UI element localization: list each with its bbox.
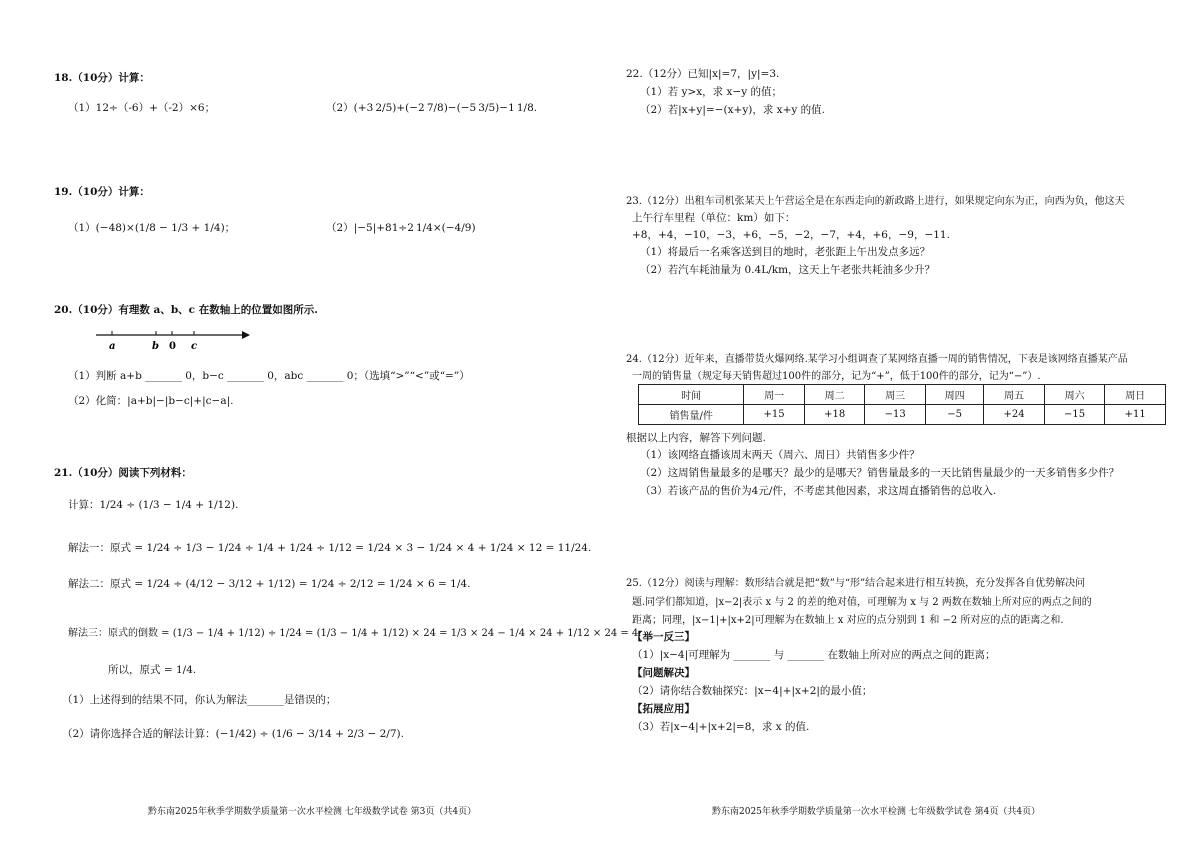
table-row [639,405,1166,425]
q25-title: 25.（12分）阅读与理解：数形结合就是把“数”与“形”结合起来进行相互转换，充分发挥各自优势解决问 [626,578,1086,589]
table-cell: 周四 [925,385,983,405]
q21-so: 所以，原式 = 1/4. [108,664,197,676]
q19-part2: （2）|−5|+81÷2 1/4×(−4/9) [326,222,476,234]
q23-title-cont: 上午行车里程（单位：km）如下： [632,212,796,224]
table-cell: +11 [1105,405,1166,425]
q25-heading2: 【问题解决】 [632,667,695,679]
q25-line3: 距离；同理，|x−1|+|x+2|可理解为在数轴上 x 对应的点分别到 1 和 −2 所对应的点的距离之和. [632,615,1064,626]
q25-heading1: 【举一反三】 [632,631,695,643]
number-line-arrow [242,331,250,339]
q23-part1: （1）将最后一名乘客送到目的地时，老张距上午出发点多远？ [640,246,931,258]
q24-intro: 根据以上内容，解答下列问题. [626,432,766,444]
table-cell: +15 [744,405,805,425]
q25-line2: 题.同学们都知道，|x−2|表示 x 与 2 的差的绝对值，可理解为 x 与 2 两数在数轴上所对应的两点之间的 [632,597,1092,608]
table-cell: 时间 [639,385,744,405]
q22-part2: （2）若|x+y|=−(x+y)，求 x+y 的值. [640,104,826,116]
q21-title: 21.（10分）阅读下列材料： [54,467,192,479]
table-cell: −5 [925,405,983,425]
q21-part2: （2）请你选择合适的解法计算：(−1/42) ÷ (1/6 − 3/14 + 2/3 − 2/7). [62,728,404,740]
table-cell: +24 [984,405,1045,425]
q21-method3: 解法三：原式的倒数 = (1/3 − 1/4 + 1/12) ÷ 1/24 = (1/3 − 1/4 + 1/12) × 24 = 1/3 × 24 − 1/4 × 24 + 1/12 × 24 = 4. [68,628,642,639]
q24-title: 24.（12分）近年来，直播带货火爆网络.某学习小组调查了某网络直播一周的销售情况，下表是该网络直播某产品 [626,354,1128,365]
q25-heading3: 【拓展应用】 [632,703,695,715]
q22-part1: （1）若 y>x，求 x−y 的值； [640,86,782,98]
q24-part2: （2）这周销售量最多的是哪天？最少的是哪天？销售量最多的一天比销售量最少的一天多销售多少件？ [640,467,1120,479]
q25-part1: （1）|x−4|可理解为 _______ 与 _______ 在数轴上所对应的两点之间的距离； [632,649,996,661]
table-cell: −13 [865,405,926,425]
table-cell: 销售量/件 [639,405,744,425]
footer-page3: 黔东南2025年秋季学期数学质量第一次水平检测 七年级数学试卷 第3页（共4页） [148,807,477,817]
q21-calc: 计算：1/24 ÷ (1/3 − 1/4 + 1/12). [68,499,239,511]
exam-page-4 [600,0,1200,849]
table-cell: 周五 [984,385,1045,405]
q20-part1: （1）判断 a+b _______ 0，b−c _______ 0，abc _______ 0；（选填“>”“<”或“=”） [68,370,470,382]
table-cell: +18 [804,405,865,425]
table-cell: −15 [1044,405,1105,425]
q25-part3: （3）若|x−4|+|x+2|=8，求 x 的值. [632,721,810,733]
q21-part1: （1）上述得到的结果不同，你认为解法_______是错误的； [62,694,337,706]
q24-part1: （1）该网络直播该周末两天（周六、周日）共销售多少件？ [640,449,920,461]
label-0: 0 [169,341,176,352]
q20-part2: （2）化简：|a+b|−|b−c|+|c−a|. [68,395,234,407]
sales-table [638,384,1166,425]
table-cell: 周二 [804,385,865,405]
q18-title: 18.（10分）计算： [54,72,150,84]
table-cell: 周日 [1105,385,1166,405]
number-line-diagram [90,326,260,352]
q19-title: 19.（10分）计算： [54,186,150,198]
q25-part2: （2）请你结合数轴探究：|x−4|+|x+2|的最小值； [632,685,873,697]
q18-part1: （1）12÷（-6）+（-2）×6； [68,102,216,114]
q24-title-cont: 一周的销售量（规定每天销售超过100件的部分，记为“+”，低于100件的部分，记为“−”）. [632,371,1041,382]
footer-page4: 黔东南2025年秋季学期数学质量第一次水平检测 七年级数学试卷 第4页（共4页） [712,807,1041,817]
q19-part1: （1）(−48)×(1/8 − 1/3 + 1/4)； [68,222,236,234]
q23-title: 23.（12分）出租车司机张某天上午营运全是在东西走向的新政路上进行，如果规定向东为正，向西为负，他这天 [626,196,1125,207]
q22-title: 22.（12分）已知|x|=7，|y|=3. [626,68,780,80]
label-a: a [109,341,116,352]
q18-part2: （2）(+3 2/5)+(−2 7/8)−(−5 3/5)−1 1/8. [326,102,538,114]
label-c: c [191,341,198,352]
q23-part2: （2）若汽车耗油量为 0.4L/km，这天上午老张共耗油多少升？ [640,264,936,276]
q20-title: 20.（10分）有理数 a、b、c 在数轴上的位置如图所示. [54,304,318,316]
table-cell: 周三 [865,385,926,405]
label-b: b [152,341,159,352]
q24-part3: （3）若该产品的售价为4元/件，不考虑其他因素，求这周直播销售的总收入. [640,485,997,497]
q21-method1: 解法一：原式 = 1/24 ÷ 1/3 − 1/24 ÷ 1/4 + 1/24 ÷ 1/12 = 1/24 × 3 − 1/24 × 4 + 1/24 × 12 = 11/24. [68,542,592,554]
table-header-row [639,385,1166,405]
q21-method2: 解法二：原式 = 1/24 ÷ (4/12 − 3/12 + 1/12) = 1/24 ÷ 2/12 = 1/24 × 6 = 1/4. [68,578,471,590]
table-cell: 周六 [1044,385,1105,405]
q23-data: +8，+4，−10，−3，+6，−5，−2，−7，+4，+6，−9，−11. [632,229,950,241]
table-cell: 周一 [744,385,805,405]
